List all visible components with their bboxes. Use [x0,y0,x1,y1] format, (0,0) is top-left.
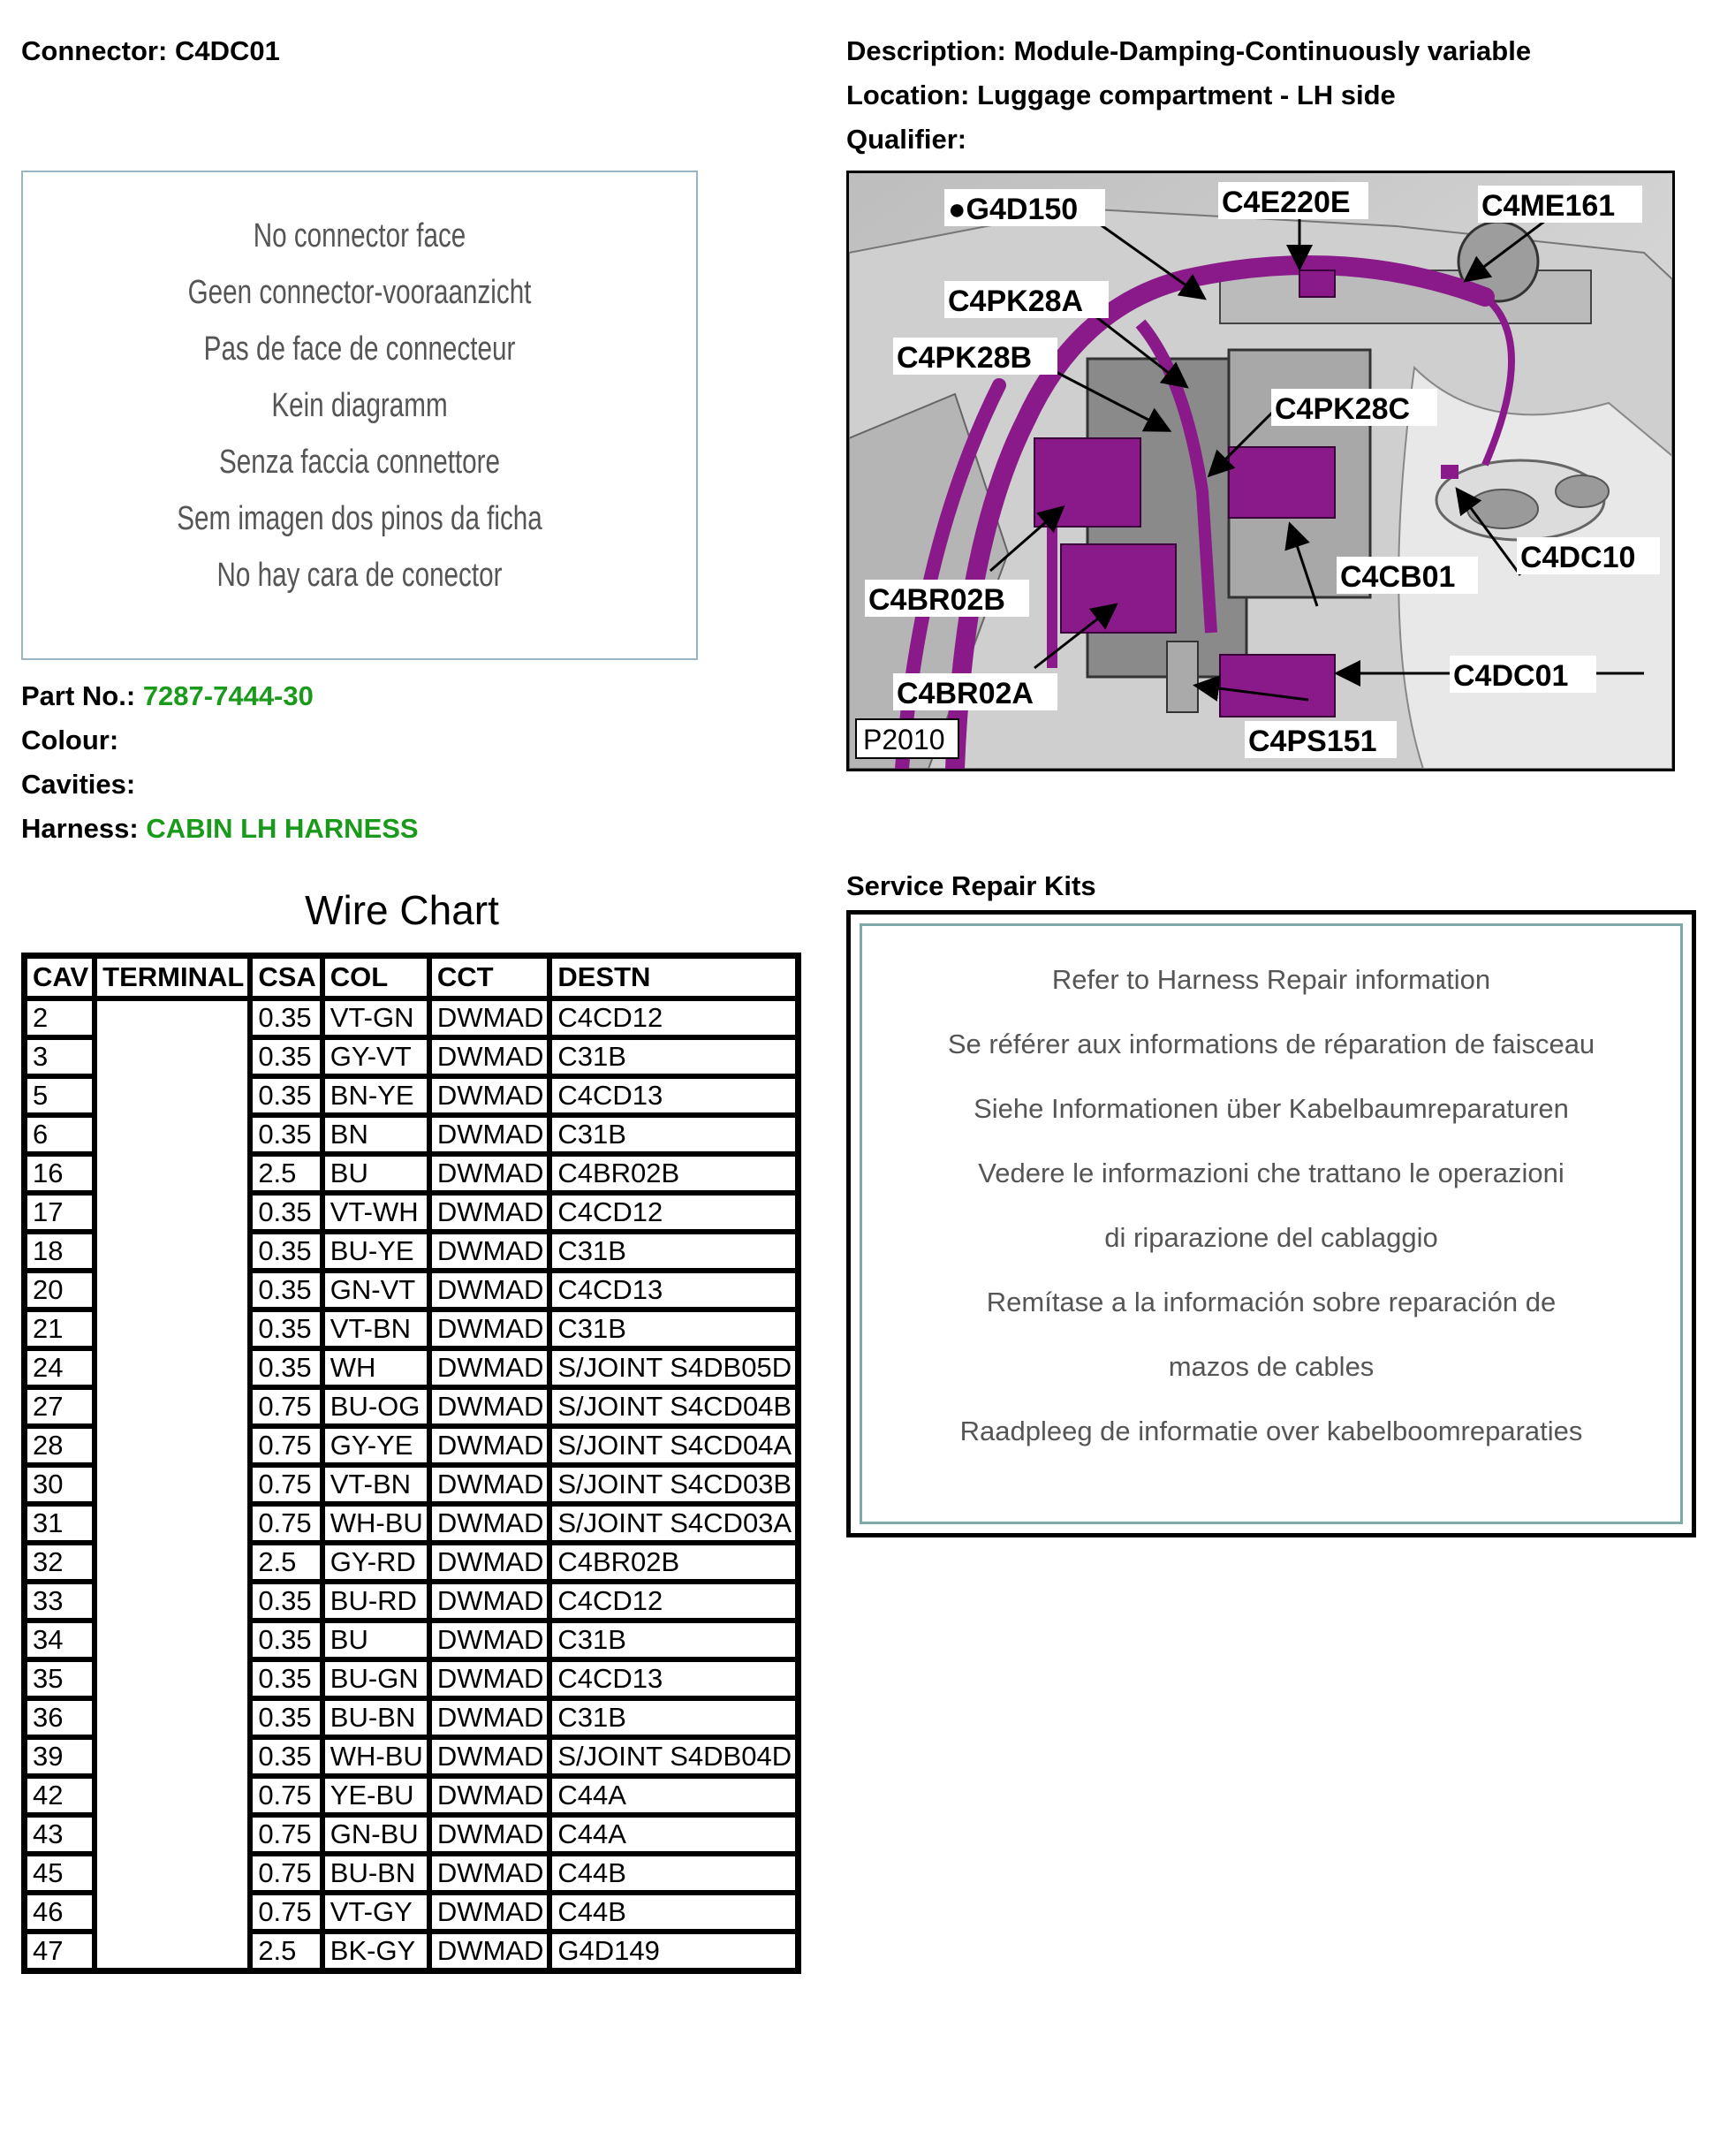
location-value: Luggage compartment - LH side [977,80,1396,110]
cell-cav: 32 [25,1543,95,1582]
callout-label: C4E220E [1222,186,1351,219]
header-destn: DESTN [549,956,798,998]
header-terminal: TERMINAL [95,956,250,998]
cell-destn: C4BR02B [549,1154,798,1193]
cell-destn: C31B [549,1037,798,1076]
cell-cct: DWMAD [429,1271,550,1310]
cell-destn: C31B [549,1310,798,1348]
no-face-line: Geen connector-vooraanzicht [187,274,532,311]
callout-label: C4ME161 [1481,189,1616,223]
no-face-line: No hay cara de conector [216,557,503,594]
cell-cct: DWMAD [429,1737,550,1776]
srk-line: Siehe Informationen über Kabelbaumreparaturen [974,1093,1569,1124]
cell-col: BK-GY [322,1932,429,1970]
part-number-field [21,680,314,712]
cell-destn: C4BR02B [549,1543,798,1582]
cell-csa: 0.35 [250,1348,322,1387]
cell-destn: C4CD13 [549,1076,798,1115]
cell-csa: 2.5 [250,1154,322,1193]
callout-c4dc10 [1517,537,1660,574]
cell-cav: 30 [25,1465,95,1504]
cell-cct: DWMAD [429,1426,550,1465]
cell-terminal [95,998,250,1970]
cell-cav: 2 [25,998,95,1037]
callout-c4pk28a [944,281,1109,318]
cell-cav: 18 [25,1232,95,1271]
part-number-value[interactable]: 7287-7444-30 [142,680,314,711]
no-face-line: Kein diagramm [271,387,448,424]
no-face-line: Senza faccia connettore [218,444,500,481]
cell-destn: C31B [549,1698,798,1737]
part-number-label: Part No.: [21,680,136,711]
cell-csa: 0.75 [250,1854,322,1893]
cell-cav: 36 [25,1698,95,1737]
callout-label: C4DC10 [1520,541,1636,574]
callout-c4dc01 [1450,656,1596,693]
no-face-line: Pas de face de connecteur [203,330,516,368]
cell-destn: C4CD12 [549,1582,798,1621]
no-face-line: Sem imagen dos pinos da ficha [177,500,542,537]
cell-cct: DWMAD [429,1854,550,1893]
cell-cav: 24 [25,1348,95,1387]
callout-label: C4PK28B [897,341,1033,375]
header-col: COL [322,956,429,998]
cell-cav: 28 [25,1426,95,1465]
cavities-field [21,769,135,801]
cell-destn: S/JOINT S4DB04D [549,1737,798,1776]
cell-cav: 20 [25,1271,95,1310]
callout-c4ps151 [1245,721,1397,758]
no-connector-face-box [21,171,698,660]
wire-chart-body [25,998,798,1970]
callout-c4e220e [1218,182,1368,219]
cell-destn: G4D149 [549,1932,798,1970]
image-ref: P2010 [863,724,945,755]
cell-col: BU-BN [322,1698,429,1737]
callout-label: C4PK28C [1275,392,1411,426]
cell-cav: 42 [25,1776,95,1815]
cell-col: VT-WH [322,1193,429,1232]
cell-cav: 47 [25,1932,95,1970]
callout-label: C4CB01 [1340,560,1456,594]
callout-c4pk28c [1271,389,1437,426]
cell-cct: DWMAD [429,1621,550,1659]
cell-cct: DWMAD [429,1154,550,1193]
callout-g4d150 [944,189,1105,226]
cell-col: VT-BN [322,1465,429,1504]
cell-destn: S/JOINT S4CD03A [549,1504,798,1543]
cell-cct: DWMAD [429,1193,550,1232]
cell-csa: 0.75 [250,1426,322,1465]
harness-value[interactable]: CABIN LH HARNESS [146,813,419,844]
cell-col: YE-BU [322,1776,429,1815]
cell-col: BU-RD [322,1582,429,1621]
cell-cct: DWMAD [429,1115,550,1154]
cell-cct: DWMAD [429,1504,550,1543]
location-image [846,171,1675,771]
wire-row [25,998,798,1037]
harness-label: Harness: [21,813,139,844]
cell-cav: 21 [25,1310,95,1348]
cell-destn: S/JOINT S4CD04A [549,1426,798,1465]
cell-col: BU-YE [322,1232,429,1271]
location-field [846,80,1396,111]
qualifier-field [846,124,966,156]
cell-cct: DWMAD [429,1815,550,1854]
cell-csa: 0.35 [250,1737,322,1776]
cell-cav: 17 [25,1193,95,1232]
image-ref-label [856,719,958,758]
connector-field [21,35,280,67]
cell-csa: 0.75 [250,1387,322,1426]
qualifier-label: Qualifier: [846,124,967,155]
cell-destn: S/JOINT S4DB05D [549,1348,798,1387]
callout-c4br02a [893,673,1057,710]
cell-csa: 0.75 [250,1776,322,1815]
callout-c4me161 [1478,186,1642,223]
cell-col: BU-GN [322,1659,429,1698]
header-cct: CCT [429,956,550,998]
cell-destn: C4CD12 [549,1193,798,1232]
cell-cav: 6 [25,1115,95,1154]
service-repair-kits-title: Service Repair Kits [846,870,1096,901]
cell-csa: 0.35 [250,1659,322,1698]
cell-col: GY-RD [322,1543,429,1582]
cell-col: VT-GN [322,998,429,1037]
callout-label: C4BR02A [897,677,1034,710]
cell-destn: C31B [549,1232,798,1271]
cell-cav: 34 [25,1621,95,1659]
cell-col: WH-BU [322,1737,429,1776]
cell-csa: 0.35 [250,1232,322,1271]
wire-chart-title: Wire Chart [305,887,499,933]
cell-cct: DWMAD [429,1310,550,1348]
cell-col: BN-YE [322,1076,429,1115]
cell-csa: 0.35 [250,1310,322,1348]
colour-label: Colour: [21,725,119,755]
cell-csa: 0.75 [250,1893,322,1932]
colour-field [21,725,118,756]
cell-cav: 46 [25,1893,95,1932]
connector-label: Connector: [21,35,168,66]
cell-cct: DWMAD [429,1076,550,1115]
connector-value: C4DC01 [174,35,280,66]
cell-destn: C31B [549,1621,798,1659]
cavities-label: Cavities: [21,769,136,800]
cell-destn: C44B [549,1854,798,1893]
cell-csa: 0.35 [250,1037,322,1076]
cell-csa: 0.75 [250,1465,322,1504]
cell-cav: 3 [25,1037,95,1076]
cell-col: BN [322,1115,429,1154]
cell-csa: 0.35 [250,1115,322,1154]
cell-cct: DWMAD [429,1037,550,1076]
cell-cct: DWMAD [429,1232,550,1271]
cell-cct: DWMAD [429,1893,550,1932]
cell-col: BU-OG [322,1387,429,1426]
no-face-line: No connector face [253,217,466,254]
wire-chart-table [21,953,801,1974]
callout-label: C4DC01 [1453,659,1569,693]
cell-col: BU-BN [322,1854,429,1893]
srk-line: di riparazione del cablaggio [1104,1222,1438,1253]
cell-col: WH [322,1348,429,1387]
cell-destn: S/JOINT S4CD03B [549,1465,798,1504]
cell-col: GY-YE [322,1426,429,1465]
cell-cct: DWMAD [429,1465,550,1504]
cell-csa: 0.35 [250,1193,322,1232]
cell-cct: DWMAD [429,1698,550,1737]
cell-csa: 2.5 [250,1543,322,1582]
cell-cct: DWMAD [429,1543,550,1582]
cell-cct: DWMAD [429,1659,550,1698]
service-repair-kits-box [846,910,1696,1537]
callout-label: C4PS151 [1248,725,1377,758]
cell-cav: 27 [25,1387,95,1426]
cell-cav: 43 [25,1815,95,1854]
callout-c4cb01 [1337,557,1478,594]
description-label: Description: [846,35,1006,66]
cell-cav: 31 [25,1504,95,1543]
cell-col: VT-GY [322,1893,429,1932]
service-repair-kits-inner [860,923,1683,1524]
header-cav: CAV [25,956,95,998]
cell-cct: DWMAD [429,1932,550,1970]
cell-col: GY-VT [322,1037,429,1076]
cell-destn: C44A [549,1776,798,1815]
cell-csa: 0.35 [250,1076,322,1115]
srk-line: mazos de cables [1168,1351,1375,1382]
cell-destn: S/JOINT S4CD04B [549,1387,798,1426]
cell-csa: 0.35 [250,1621,322,1659]
cell-cct: DWMAD [429,1348,550,1387]
srk-line: Raadpleeg de informatie over kabelboomreparaties [959,1416,1583,1446]
cell-cct: DWMAD [429,1776,550,1815]
cell-cav: 45 [25,1854,95,1893]
cell-cct: DWMAD [429,998,550,1037]
cell-csa: 0.75 [250,1504,322,1543]
cell-col: VT-BN [322,1310,429,1348]
cell-csa: 0.35 [250,1582,322,1621]
callout-c4br02b [865,580,1029,617]
cell-cav: 16 [25,1154,95,1193]
cell-col: BU [322,1154,429,1193]
callout-c4pk28b [893,338,1057,375]
srk-line: Vedere le informazioni che trattano le operazioni [978,1158,1565,1188]
cell-csa: 0.75 [250,1815,322,1854]
cell-cav: 35 [25,1659,95,1698]
cell-cct: DWMAD [429,1582,550,1621]
callout-label: C4PK28A [948,285,1084,318]
srk-line: Remítase a la información sobre reparación de [986,1287,1557,1317]
cell-destn: C4CD12 [549,998,798,1037]
cell-col: BU [322,1621,429,1659]
harness-field [21,813,419,845]
cell-csa: 2.5 [250,1932,322,1970]
location-label: Location: [846,80,970,110]
callout-label: C4BR02B [868,583,1005,617]
header-csa: CSA [250,956,322,998]
cell-cav: 33 [25,1582,95,1621]
cell-col: GN-BU [322,1815,429,1854]
cell-destn: C44B [549,1893,798,1932]
wire-chart-header-row [25,956,798,998]
cell-destn: C44A [549,1815,798,1854]
description-field [846,35,1531,67]
cell-destn: C4CD13 [549,1271,798,1310]
srk-line: Refer to Harness Repair information [1051,964,1491,995]
cell-cav: 5 [25,1076,95,1115]
cell-col: WH-BU [322,1504,429,1543]
cell-cct: DWMAD [429,1387,550,1426]
cell-csa: 0.35 [250,1698,322,1737]
srk-line: Se référer aux informations de réparation de faisceau [947,1029,1595,1059]
cell-col: GN-VT [322,1271,429,1310]
cell-destn: C4CD13 [549,1659,798,1698]
description-value: Module-Damping-Continuously variable [1013,35,1532,66]
cell-cav: 39 [25,1737,95,1776]
cell-csa: 0.35 [250,998,322,1037]
cell-destn: C31B [549,1115,798,1154]
cell-csa: 0.35 [250,1271,322,1310]
callout-label: ●G4D150 [948,193,1079,226]
